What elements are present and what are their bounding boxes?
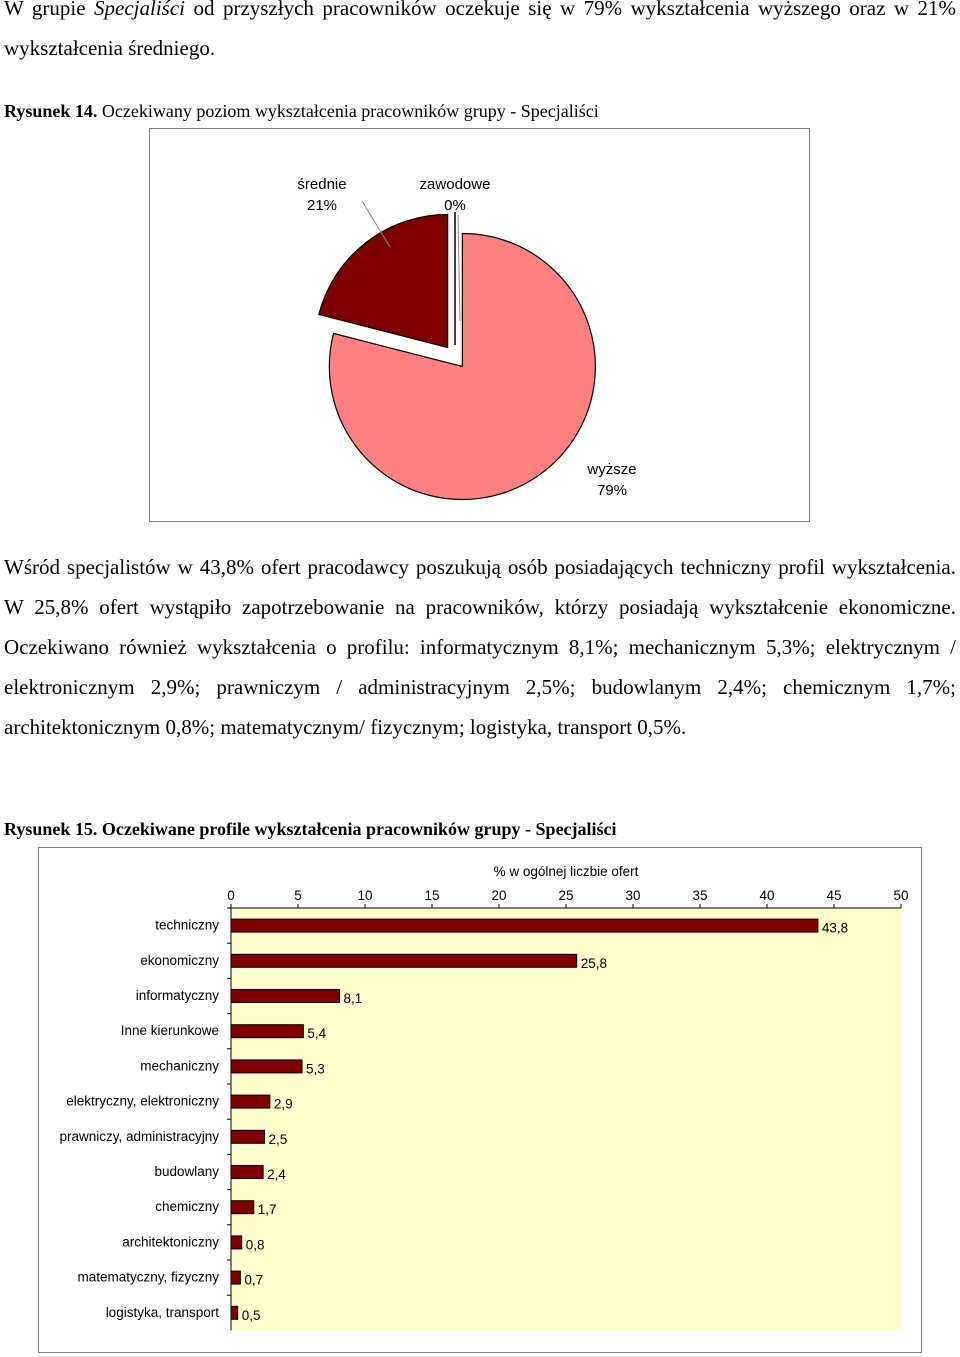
data-label-1: 25,8: [580, 955, 608, 971]
bar-7: [231, 1166, 263, 1179]
data-label-5: 2,9: [273, 1096, 293, 1112]
pie-value-label-0: 79%: [596, 482, 628, 499]
x-tick-label-8: 40: [759, 888, 775, 903]
category-label-1: ekonomiczny: [140, 952, 219, 968]
bar-6: [231, 1130, 265, 1143]
bar-2: [231, 990, 340, 1003]
figure-15-caption: [4, 819, 617, 840]
data-label-8: 1,7: [257, 1202, 277, 1218]
bar-4: [231, 1060, 302, 1073]
figure-14-label: Rysunek 14.: [4, 101, 98, 121]
pie-label-2: zawodowe: [419, 176, 491, 193]
data-label-11: 0,5: [241, 1307, 261, 1323]
pie-slice-1: [319, 215, 448, 348]
category-label-4: mechaniczny: [140, 1058, 219, 1074]
data-label-2: 8,1: [343, 991, 363, 1006]
pie-label-1: średnie: [297, 176, 347, 193]
pie-chart-frame: [149, 128, 810, 522]
category-label-2: informatyczny: [135, 988, 219, 1003]
intro-text-start: W grupie: [4, 0, 95, 20]
data-label-10: 0,7: [244, 1272, 264, 1288]
bar-8: [231, 1201, 254, 1214]
bar-0: [231, 919, 818, 932]
category-label-8: chemiczny: [155, 1199, 219, 1215]
bar-10: [231, 1271, 240, 1284]
category-label-9: architektoniczny: [122, 1234, 219, 1250]
x-tick-label-5: 25: [558, 888, 574, 903]
x-tick-label-1: 5: [294, 888, 302, 903]
bar-chart-frame: [38, 847, 922, 1353]
x-tick-label-2: 10: [357, 888, 373, 903]
pie-chart: [150, 129, 809, 521]
x-tick-label-0: 0: [227, 888, 235, 903]
bar-3: [231, 1025, 303, 1038]
pie-label-0: wyższe: [587, 461, 637, 478]
data-label-0: 43,8: [821, 920, 849, 936]
category-label-11: logistyka, transport: [105, 1304, 219, 1320]
category-label-7: budowlany: [154, 1164, 219, 1179]
figure-15-label: Rysunek 15.: [4, 819, 98, 839]
x-tick-label-9: 45: [826, 888, 842, 903]
figure-14-title: Oczekiwany poziom wykształcenia pracowników grupy - Specjaliści: [101, 101, 599, 121]
pie-leader-line-2: [458, 215, 460, 321]
chart-title: % w ogólnej liczbie ofert: [493, 864, 639, 879]
profiles-text: Wśród specjalistów w 43,8% ofert pracodawcy poszukują osób posiadających techniczny profil wykształcenia. W 25,8% ofert wystąpiło zapotrzebowanie na pracowników, którzy posiadają wykształcenie ekonomiczne. Oczekiwano również wykształcenia o profilu: informatycznym 8,1%; mechanicznym 5,3%; elektrycznym / elektronicznym 2,9%; prawniczym / administracyjnym 2,5%; budowlanym 2,4%; chemicznym 1,7%; architektonicznym 0,8%; matematycznym/ fizycznym; logistyka, transport 0,5%.: [4, 555, 956, 739]
category-label-5: elektryczny, elektroniczny: [66, 1093, 219, 1109]
data-label-9: 0,8: [245, 1237, 265, 1253]
category-label-10: matematyczny, fizyczny: [77, 1269, 219, 1285]
category-label-0: techniczny: [155, 917, 219, 933]
bar-11: [231, 1306, 238, 1319]
data-label-6: 2,5: [268, 1131, 288, 1147]
figure-15-title: Oczekiwane profile wykształcenia pracowników grupy - Specjaliści: [101, 819, 617, 839]
x-tick-label-6: 30: [625, 888, 641, 903]
x-tick-label-7: 35: [692, 888, 708, 903]
bar-9: [231, 1236, 242, 1249]
bar-5: [231, 1095, 270, 1108]
figure-14-caption: [4, 101, 599, 122]
group-name: Specjaliści: [94, 0, 186, 20]
data-label-4: 5,3: [306, 1061, 325, 1077]
profiles-paragraph: [4, 547, 956, 747]
x-tick-label-3: 15: [424, 888, 440, 903]
intro-text-end: od przyszłych pracowników oczekuje się w 79% wykształcenia wyższego oraz w 21% wykształcenia średniego.: [4, 0, 957, 60]
data-label-3: 5,4: [307, 1026, 327, 1042]
x-tick-label-10: 50: [893, 888, 909, 903]
data-label-7: 2,4: [267, 1167, 286, 1182]
x-tick-label-4: 20: [491, 888, 507, 903]
bar-1: [231, 954, 577, 967]
plot-area: [231, 908, 901, 1330]
pie-value-label-1: 21%: [306, 197, 338, 214]
category-label-3: Inne kierunkowe: [120, 1023, 219, 1039]
bar-chart: [39, 848, 921, 1352]
intro-paragraph: [4, 0, 956, 68]
category-label-6: prawniczy, administracyjny: [59, 1128, 219, 1144]
pie-value-label-2: 0%: [444, 197, 466, 214]
